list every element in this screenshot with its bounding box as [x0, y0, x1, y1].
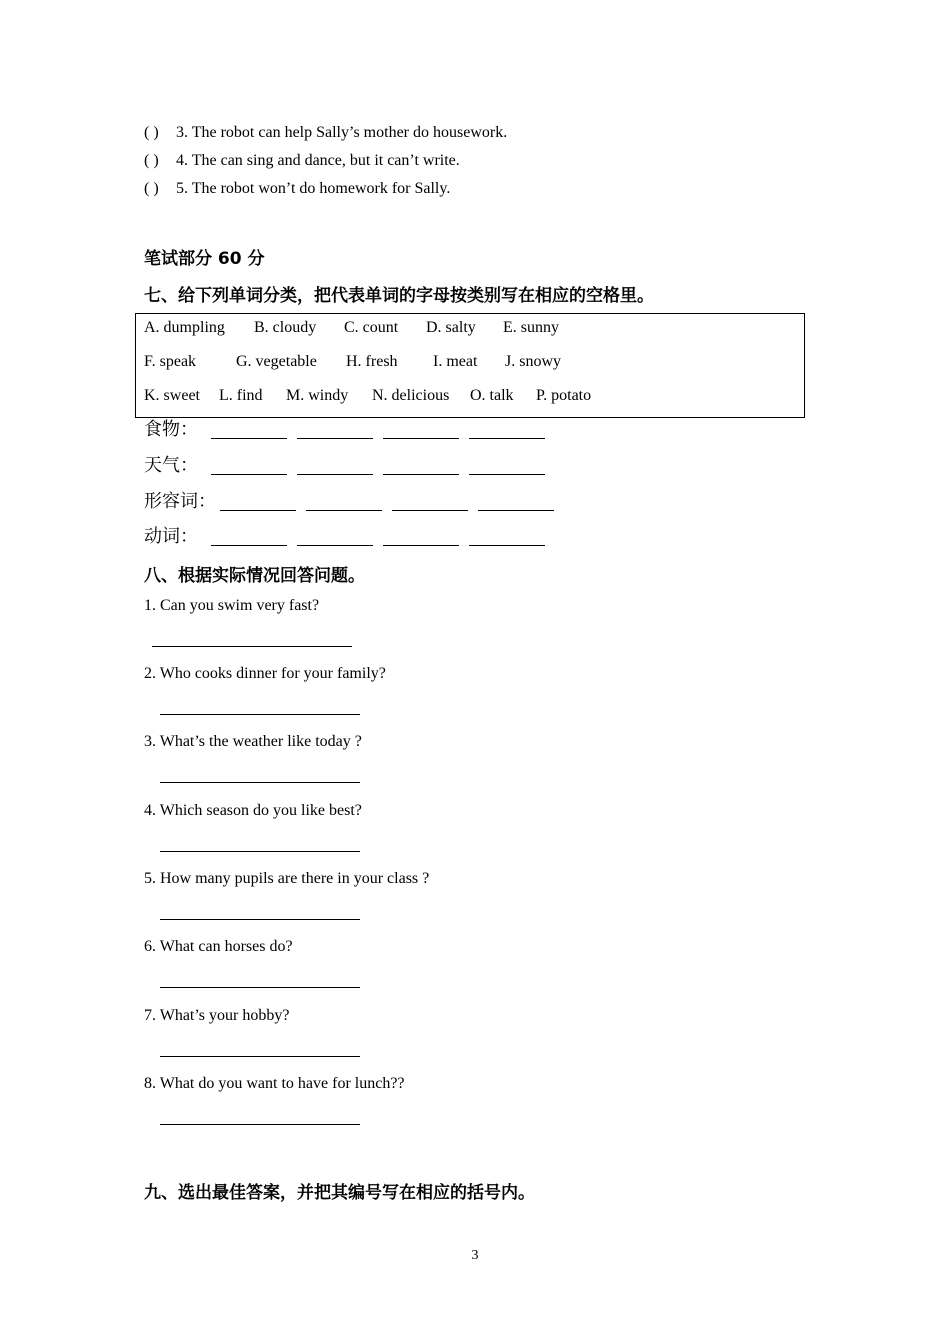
- answer-line[interactable]: [160, 1124, 360, 1125]
- food-blank[interactable]: [383, 437, 459, 439]
- weather-blank[interactable]: [211, 473, 287, 475]
- weather-blank[interactable]: [297, 473, 373, 475]
- written-part-heading: 笔试部分 60 分: [144, 249, 265, 269]
- word-item: J. snowy: [505, 353, 562, 370]
- word-item: H. fresh: [346, 353, 398, 370]
- word-item: P. potato: [536, 387, 592, 404]
- food-blank[interactable]: [469, 437, 545, 439]
- category-label-adjective: 形容词：: [144, 491, 216, 511]
- word-item: B. cloudy: [254, 319, 317, 336]
- tf-item: [144, 123, 507, 143]
- tf-text: 3. The robot can help Sally’s mother do housework.: [176, 124, 508, 141]
- adjective-blank[interactable]: [306, 509, 382, 511]
- tf-text: 5. The robot won’t do homework for Sally.: [176, 180, 451, 197]
- question: 8. What do you want to have for lunch??: [144, 1075, 405, 1092]
- answer-line[interactable]: [160, 919, 360, 920]
- tf-text: 4. The can sing and dance, but it can’t write.: [176, 152, 460, 169]
- question: 7. What’s your hobby?: [144, 1007, 290, 1024]
- page-number: 3: [471, 1248, 479, 1263]
- answer-paren[interactable]: ( ): [144, 124, 159, 141]
- question: 4. Which season do you like best?: [144, 802, 362, 819]
- word-item: F. speak: [144, 353, 197, 370]
- question: 5. How many pupils are there in your class ?: [144, 870, 430, 887]
- question: 2. Who cooks dinner for your family?: [144, 665, 386, 682]
- answer-paren[interactable]: ( ): [144, 180, 159, 197]
- food-blank[interactable]: [211, 437, 287, 439]
- question: 3. What’s the weather like today ?: [144, 733, 362, 750]
- section7-title: 七、给下列单词分类，把代表单词的字母按类别写在相应的空格里。: [144, 286, 654, 306]
- category-label-verb: 动词：: [144, 526, 198, 546]
- answer-line[interactable]: [160, 714, 360, 715]
- answer-line[interactable]: [152, 646, 352, 647]
- answer-paren[interactable]: ( ): [144, 152, 159, 169]
- category-label-food: 食物：: [144, 419, 198, 439]
- word-item: L. find: [219, 387, 263, 404]
- word-item: N. delicious: [372, 387, 450, 404]
- word-item: O. talk: [470, 387, 514, 404]
- adjective-blank[interactable]: [220, 509, 296, 511]
- answer-line[interactable]: [160, 987, 360, 988]
- word-item: D. salty: [426, 319, 476, 336]
- weather-blank[interactable]: [469, 473, 545, 475]
- word-item: A. dumpling: [144, 319, 225, 336]
- question: 1. Can you swim very fast?: [144, 597, 320, 614]
- food-blank[interactable]: [297, 437, 373, 439]
- tf-item: [144, 179, 450, 199]
- category-label-weather: 天气：: [144, 455, 198, 475]
- section8-title: 八、根据实际情况回答问题。: [144, 566, 365, 586]
- section9-title: 九、选出最佳答案，并把其编号写在相应的括号内。: [144, 1183, 535, 1203]
- adjective-blank[interactable]: [392, 509, 468, 511]
- question: 6. What can horses do?: [144, 938, 293, 955]
- verb-blank[interactable]: [383, 544, 459, 546]
- verb-blank[interactable]: [211, 544, 287, 546]
- tf-item: [144, 151, 460, 171]
- answer-line[interactable]: [160, 1056, 360, 1057]
- answer-line[interactable]: [160, 782, 360, 783]
- word-item: I. meat: [433, 353, 478, 370]
- verb-blank[interactable]: [297, 544, 373, 546]
- word-box: [135, 313, 805, 418]
- word-item: C. count: [344, 319, 399, 336]
- word-item: K. sweet: [144, 387, 200, 404]
- weather-blank[interactable]: [383, 473, 459, 475]
- word-item: E. sunny: [503, 319, 559, 336]
- answer-line[interactable]: [160, 851, 360, 852]
- word-item: G. vegetable: [236, 353, 317, 370]
- verb-blank[interactable]: [469, 544, 545, 546]
- word-item: M. windy: [286, 387, 349, 404]
- adjective-blank[interactable]: [478, 509, 554, 511]
